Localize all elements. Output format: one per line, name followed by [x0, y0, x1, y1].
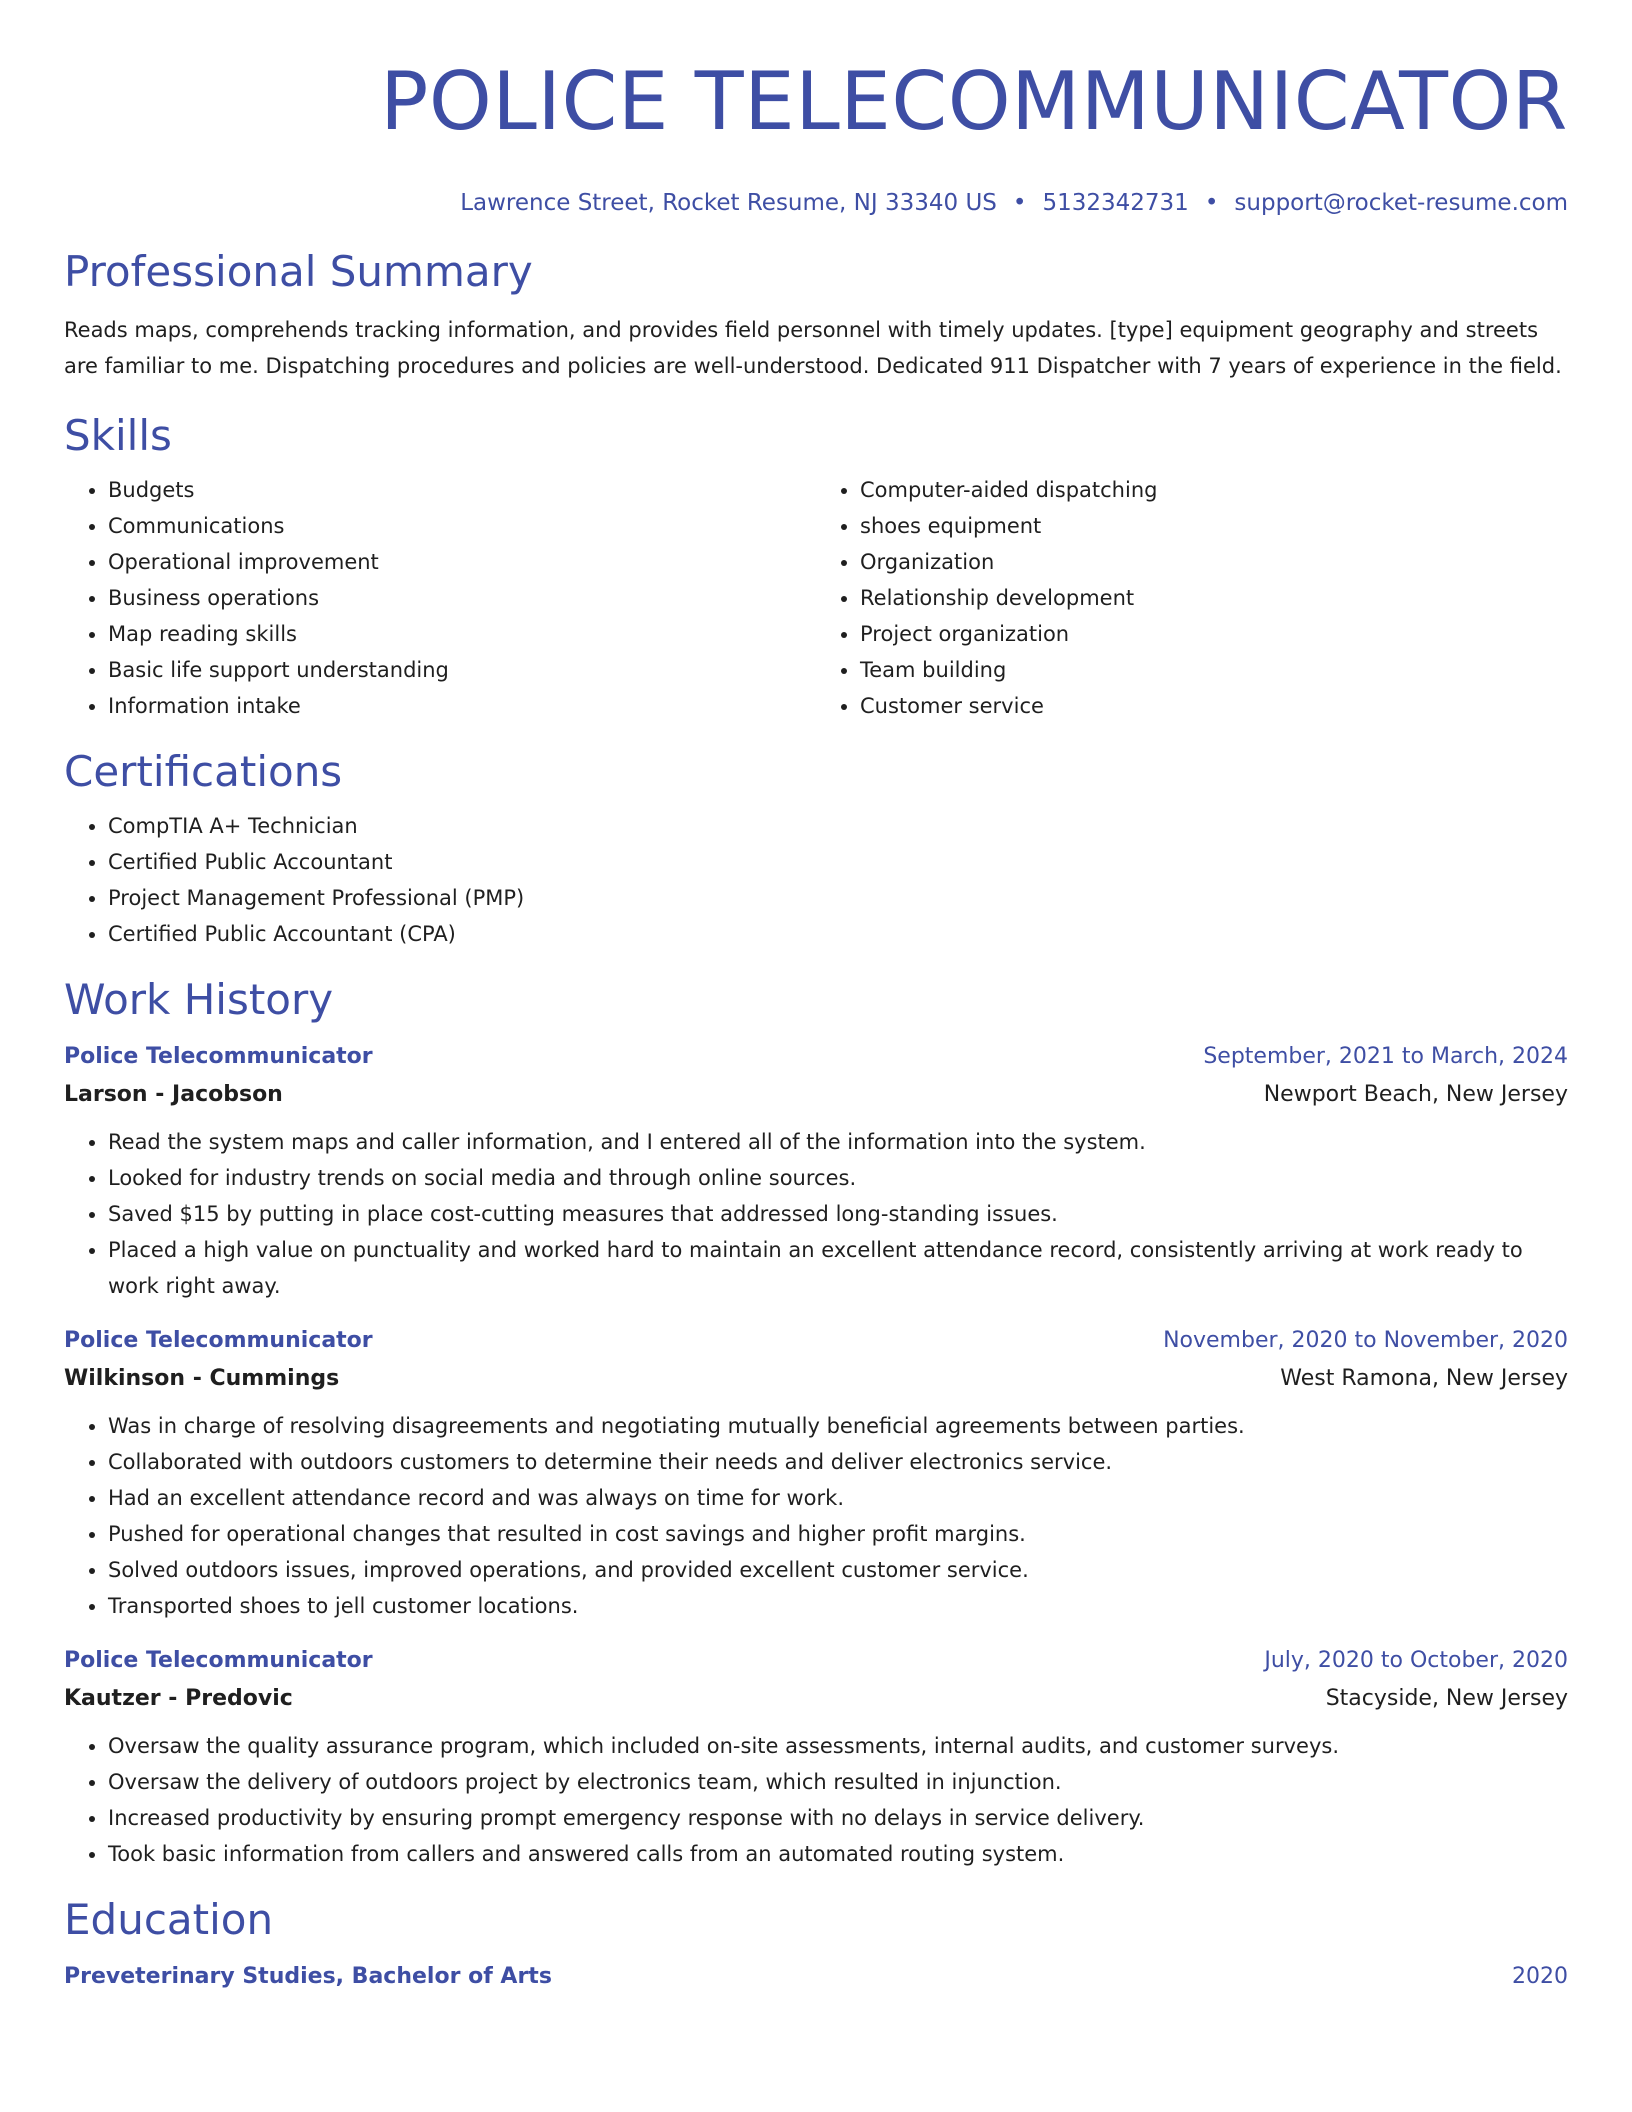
contact-phone: 5132342731: [1042, 190, 1189, 216]
job-dates: November, 2020 to November, 2020: [1163, 1328, 1568, 1353]
job-company: Larson - Jacobson: [64, 1082, 283, 1107]
job-title-row: [64, 1322, 1568, 1360]
job-entry: [64, 1322, 1568, 1624]
job-bullet: • Placed a high value on punctuality and worked hard to maintain an excellent attendance record, consistently arriving at work ready to work right away.: [108, 1232, 1568, 1304]
skill-item: • Basic life support understanding: [108, 652, 816, 688]
skill-item: • Relationship development: [860, 580, 1568, 616]
skills-list-left: [64, 472, 816, 724]
skill-item: • Computer-aided dispatching: [860, 472, 1568, 508]
certification-item: • Project Management Professional (PMP): [108, 880, 1568, 916]
job-bullet: • Collaborated with outdoors customers to determine their needs and deliver electronics service.: [108, 1444, 1568, 1480]
skill-item: • Organization: [860, 544, 1568, 580]
skill-item: • Operational improvement: [108, 544, 816, 580]
job-entry: [64, 1642, 1568, 1872]
job-bullet: • Saved $15 by putting in place cost-cutting measures that addressed long-standing issues.: [108, 1196, 1568, 1232]
skills-columns: [64, 472, 1568, 724]
certification-item: • Certified Public Accountant (CPA): [108, 916, 1568, 952]
certification-item: • Certified Public Accountant: [108, 844, 1568, 880]
certifications-list: [64, 808, 1568, 952]
job-title-row: [64, 1642, 1568, 1680]
job-bullet: • Had an excellent attendance record and was always on time for work.: [108, 1480, 1568, 1516]
education-heading: Education: [64, 1895, 274, 1944]
certification-item: • CompTIA A+ Technician: [108, 808, 1568, 844]
skill-item: • Map reading skills: [108, 616, 816, 652]
skill-item: • Budgets: [108, 472, 816, 508]
job-company-row: [64, 1680, 1568, 1718]
skills-list-right: [816, 472, 1568, 724]
education-degree: Preveterinary Studies, Bachelor of Arts: [64, 1964, 552, 1989]
job-bullet: • Looked for industry trends on social media and through online sources.: [108, 1160, 1568, 1196]
summary-section: [64, 246, 1568, 384]
work-section: [64, 974, 1568, 1872]
skill-item: • Business operations: [108, 580, 816, 616]
summary-heading: Professional Summary: [64, 247, 533, 296]
page-title: POLICE TELECOMMUNICATOR: [380, 55, 1568, 148]
certifications-heading: Certifications: [64, 747, 343, 796]
contact-line: [64, 188, 1568, 218]
skill-item: • Customer service: [860, 688, 1568, 724]
summary-text: Reads maps, comprehends tracking information, and provides field personnel with timely updates. [type] equipment geography and streets are familiar to me. Dispatching procedures and policies are well-understood. Dedicated 911 Dispatcher with 7 years of experience in the field.: [64, 318, 1562, 378]
skill-item: • Communications: [108, 508, 816, 544]
job-bullet: • Increased productivity by ensuring prompt emergency response with no delays in service delivery.: [108, 1800, 1568, 1836]
job-location: West Ramona, New Jersey: [1280, 1366, 1568, 1391]
job-bullet: • Read the system maps and caller information, and I entered all of the information into the system.: [108, 1124, 1568, 1160]
job-dates: July, 2020 to October, 2020: [1264, 1648, 1568, 1673]
job-bullet: • Oversaw the quality assurance program, which included on-site assessments, internal audits, and customer surveys.: [108, 1728, 1568, 1764]
job-bullet: • Pushed for operational changes that resulted in cost savings and higher profit margins.: [108, 1516, 1568, 1552]
job-bullet: • Oversaw the delivery of outdoors project by electronics team, which resulted in injunction.: [108, 1764, 1568, 1800]
job-title: Police Telecommunicator: [64, 1648, 373, 1673]
job-bullet: • Was in charge of resolving disagreements and negotiating mutually beneficial agreements between parties.: [108, 1408, 1568, 1444]
job-title-row: [64, 1038, 1568, 1076]
skill-item: • shoes equipment: [860, 508, 1568, 544]
skill-item: • Team building: [860, 652, 1568, 688]
job-bullets: [64, 1408, 1568, 1624]
skills-section: [64, 410, 1568, 724]
contact-separator: •: [1204, 190, 1219, 216]
job-title: Police Telecommunicator: [64, 1044, 373, 1069]
job-company-row: [64, 1076, 1568, 1114]
job-company: Kautzer - Predovic: [64, 1686, 293, 1711]
job-entry: [64, 1038, 1568, 1304]
contact-separator: •: [1012, 190, 1027, 216]
job-location: Newport Beach, New Jersey: [1263, 1082, 1568, 1107]
job-bullet: • Transported shoes to jell customer locations.: [108, 1588, 1568, 1624]
education-year: 2020: [1512, 1964, 1568, 1989]
job-bullets: [64, 1124, 1568, 1304]
job-location: Stacyside, New Jersey: [1325, 1686, 1568, 1711]
job-bullet: • Solved outdoors issues, improved operations, and provided excellent customer service.: [108, 1552, 1568, 1588]
job-company-row: [64, 1360, 1568, 1398]
skill-item: • Information intake: [108, 688, 816, 724]
job-dates: September, 2021 to March, 2024: [1203, 1044, 1568, 1069]
education-section: [64, 1894, 1568, 1996]
work-heading: Work History: [64, 975, 334, 1024]
skill-item: • Project organization: [860, 616, 1568, 652]
skills-heading: Skills: [64, 411, 172, 460]
contact-email[interactable]: support@rocket-resume.com: [1234, 190, 1568, 216]
certifications-section: [64, 746, 1568, 952]
contact-address: Lawrence Street, Rocket Resume, NJ 33340 US: [460, 190, 997, 216]
education-row: [64, 1958, 1568, 1996]
jobs-container: [64, 1038, 1568, 1872]
job-bullets: [64, 1728, 1568, 1872]
job-title: Police Telecommunicator: [64, 1328, 373, 1353]
job-bullet: • Took basic information from callers and answered calls from an automated routing system.: [108, 1836, 1568, 1872]
job-company: Wilkinson - Cummings: [64, 1366, 340, 1391]
